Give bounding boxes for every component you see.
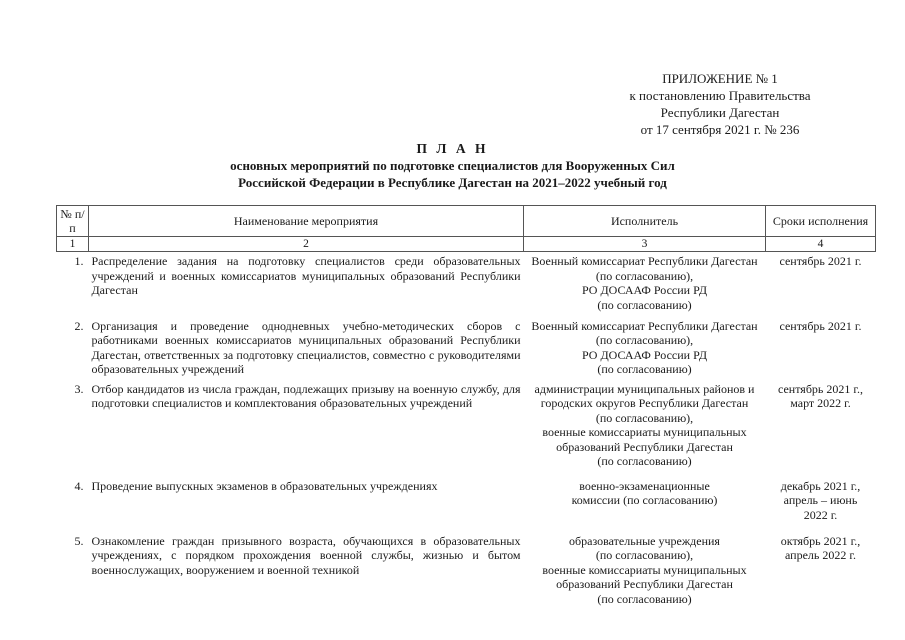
executor-line: (по согласованию) [597,591,692,606]
title-line-1: основных мероприятий по подготовке специалистов для Вооруженных Сил [230,158,675,173]
plan-heading: П Л А Н [416,141,489,156]
deadline-line: 2022 г. [803,507,838,522]
row-number: 2. [74,318,84,333]
document-title [0,140,905,191]
row-deadline [766,317,876,380]
column-number: 3 [524,237,766,252]
row-deadline [766,380,876,477]
column-number: 4 [766,237,876,252]
deadline-line: апрель – июнь [783,493,858,507]
column-number-row [57,237,876,252]
executor-line: военно-экзаменационные [579,478,710,493]
table-row [57,532,876,612]
executor-line: (по согласованию), [595,268,694,283]
executor-line: военные комиссариаты муниципальных [542,425,747,439]
plan-table [56,205,876,612]
row-number: 3. [74,381,84,396]
table-row [57,380,876,477]
executor-line: (по согласованию), [595,548,694,562]
executor-line: (по согласованию), [595,410,694,425]
table-row [57,252,876,317]
row-deadline [766,477,876,532]
header-executor: Исполнитель [524,206,766,237]
row-activity: Организация и проведение однодневных учебно-методических сборов с работниками военных комиссариатов муниципальных образований Республики Дагестан, ответственных за подготовку специалистов, совместно с руководителями образовательных учреждений [91,318,521,376]
header-name: Наименование мероприятия [89,206,524,237]
row-number: 4. [74,478,84,493]
row-executor [524,252,766,317]
row-number: 5. [74,533,84,548]
deadline-line: март 2022 г. [790,396,851,410]
appendix-line-4: от 17 сентября 2021 г. № 236 [640,122,800,137]
executor-line: военные комиссариаты муниципальных [542,562,747,577]
title-line-2: Российской Федерации в Республике Дагестан на 2021–2022 учебный год [238,175,667,190]
executor-line: (по согласованию) [597,297,692,312]
row-activity: Проведение выпускных экзаменов в образовательных учреждениях [91,478,438,493]
deadline-line: апрель 2022 г. [785,548,856,562]
table-row [57,477,876,532]
column-number: 1 [57,237,89,252]
executor-line: комиссии (по согласованию) [571,493,718,507]
deadline-line: октябрь 2021 г., [780,533,861,548]
executor-line: (по согласованию), [595,333,694,347]
row-executor [524,317,766,380]
executor-line: образовательные учреждения [569,533,720,548]
row-number: 1. [74,254,84,268]
row-activity: Ознакомление граждан призывного возраста, обучающихся в образовательных учреждениях, с порядком прохождения военной службы, жизнью и бытом военнослужащих, вооружением и военной техникой [91,533,521,577]
appendix-line-3: Республики Дагестан [660,105,780,120]
table-header-row [57,206,876,237]
deadline-line: сентябрь 2021 г. [779,254,862,268]
deadline-line: сентябрь 2021 г. [779,318,862,333]
executor-line: (по согласованию) [597,454,692,468]
row-executor [524,380,766,477]
header-deadline: Сроки исполнения [766,206,876,237]
row-deadline [766,532,876,612]
header-num: № п/п [57,206,89,237]
appendix-line-2: к постановлению Правительства [629,88,811,103]
deadline-line: декабрь 2021 г., [780,478,861,493]
executor-line: образований Республики Дагестан [556,577,733,591]
executor-line: (по согласованию) [597,362,692,376]
row-deadline [766,252,876,317]
appendix-block [600,70,905,138]
executor-line: РО ДОСААФ России РД [581,283,708,297]
executor-line: образований Республики Дагестан [556,439,733,454]
executor-line: городских округов Республики Дагестан [540,396,749,410]
executor-line: Военный комиссариат Республики Дагестан [531,318,758,333]
row-executor [524,532,766,612]
executor-line: Военный комиссариат Республики Дагестан [531,254,758,268]
deadline-line: сентябрь 2021 г., [778,381,863,396]
executor-line: администрации муниципальных районов и [534,381,755,396]
row-activity: Отбор кандидатов из числа граждан, подлежащих призыву на военную службу, для подготовки специалистов и комплектования образовательных учреждений [91,381,521,410]
row-activity: Распределение задания на подготовку специалистов среди образовательных учреждений и военных комиссариатов муниципальных образований Республики Дагестан [91,254,521,297]
column-number: 2 [89,237,524,252]
table-row [57,317,876,380]
row-executor [524,477,766,532]
executor-line: РО ДОСААФ России РД [581,347,708,362]
appendix-line-1: ПРИЛОЖЕНИЕ № 1 [662,71,778,86]
